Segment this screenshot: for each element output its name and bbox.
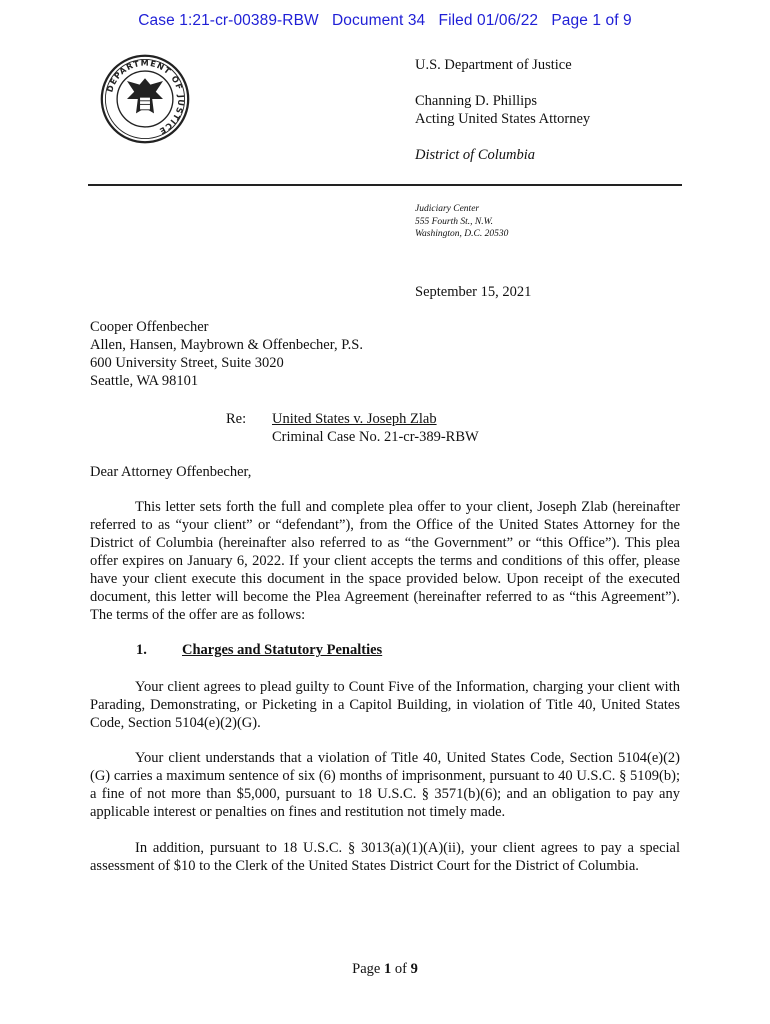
page-label: Page (352, 961, 381, 977)
re-label: Re: (226, 411, 247, 427)
page-total: 9 (410, 961, 418, 977)
address-line-3: Washington, D.C. 20530 (415, 229, 509, 239)
re-case-number: Criminal Case No. 21-cr-389-RBW (272, 429, 479, 445)
attorney-name: Channing D. Phillips (415, 93, 538, 109)
recipient-street: 600 University Street, Suite 3020 (90, 355, 284, 371)
assessment-paragraph: In addition, pursuant to 18 U.S.C. § 3013(a)(1)(A)(ii), your client agrees to pay a special assessment of $10 to the Clerk of the United States District Court for the District of Columbia. (90, 840, 680, 874)
section-heading (136, 642, 383, 659)
of-label: of (394, 961, 407, 977)
recipient-firm: Allen, Hansen, Maybrown & Offenbecher, P.S. (90, 337, 363, 353)
section-number: 1. (136, 642, 147, 658)
district-name: District of Columbia (415, 147, 536, 163)
doj-seal-logo (100, 54, 190, 144)
office-address (415, 203, 508, 241)
intro-paragraph: This letter sets forth the full and complete plea offer to your client, Joseph Zlab (hereinafter referred to as “your client” or “defendant”), from the Office of the United States Attorney for the District of Columbia (hereinafter also referred to as “the Government” or “this Office”). This plea offer expires on January 6, 2022. If your client accepts the terms and conditions of this offer, please have your client execute this document in the space provided below. Upon receipt of the executed document, this letter will become the Plea Agreement (hereinafter referred to as “this Agreement”). The terms of the offer are as follows: (90, 499, 680, 623)
penalty-paragraph: Your client understands that a violation of Title 40, United States Code, Section 5104(e)(2)(G) carries a maximum sentence of six (6) months of imprisonment, pursuant to 40 U.S.C. § 5109(b); a fine of not more than $5,000, pursuant to 18 U.S.C. § 3571(b)(6); and an obligation to pay any applicable interest or penalties on fines and restitution not timely made. (90, 750, 680, 820)
department-name: U.S. Department of Justice (415, 57, 572, 73)
recipient-city: Seattle, WA 98101 (90, 373, 199, 389)
page-number: 1 (383, 961, 392, 977)
letter-date: September 15, 2021 (415, 284, 532, 300)
salutation: Dear Attorney Offenbecher, (90, 464, 252, 480)
attorney-title: Acting United States Attorney (415, 111, 591, 127)
case-filing-stamp: Case 1:21-cr-00389-RBW Document 34 Filed 01/06/22 Page 1 of 9 (138, 12, 632, 29)
letterhead-divider (88, 184, 682, 186)
charge-paragraph: Your client agrees to plead guilty to Count Five of the Information, charging your client with Parading, Demonstrating, or Picketing in a Capitol Building, in violation of Title 40, United States Code, Section 5104(e)(2)(G). (90, 679, 680, 731)
section-title: Charges and Statutory Penalties (182, 642, 383, 658)
recipient-name: Cooper Offenbecher (90, 319, 209, 335)
seal-ring-text: DEPARTMENT OF JUSTICE (104, 57, 187, 137)
address-line-2: 555 Fourth St., N.W. (415, 216, 494, 227)
address-line-1: Judiciary Center (415, 204, 480, 214)
page-footer (0, 961, 770, 978)
re-case-title: United States v. Joseph Zlab (272, 411, 437, 427)
